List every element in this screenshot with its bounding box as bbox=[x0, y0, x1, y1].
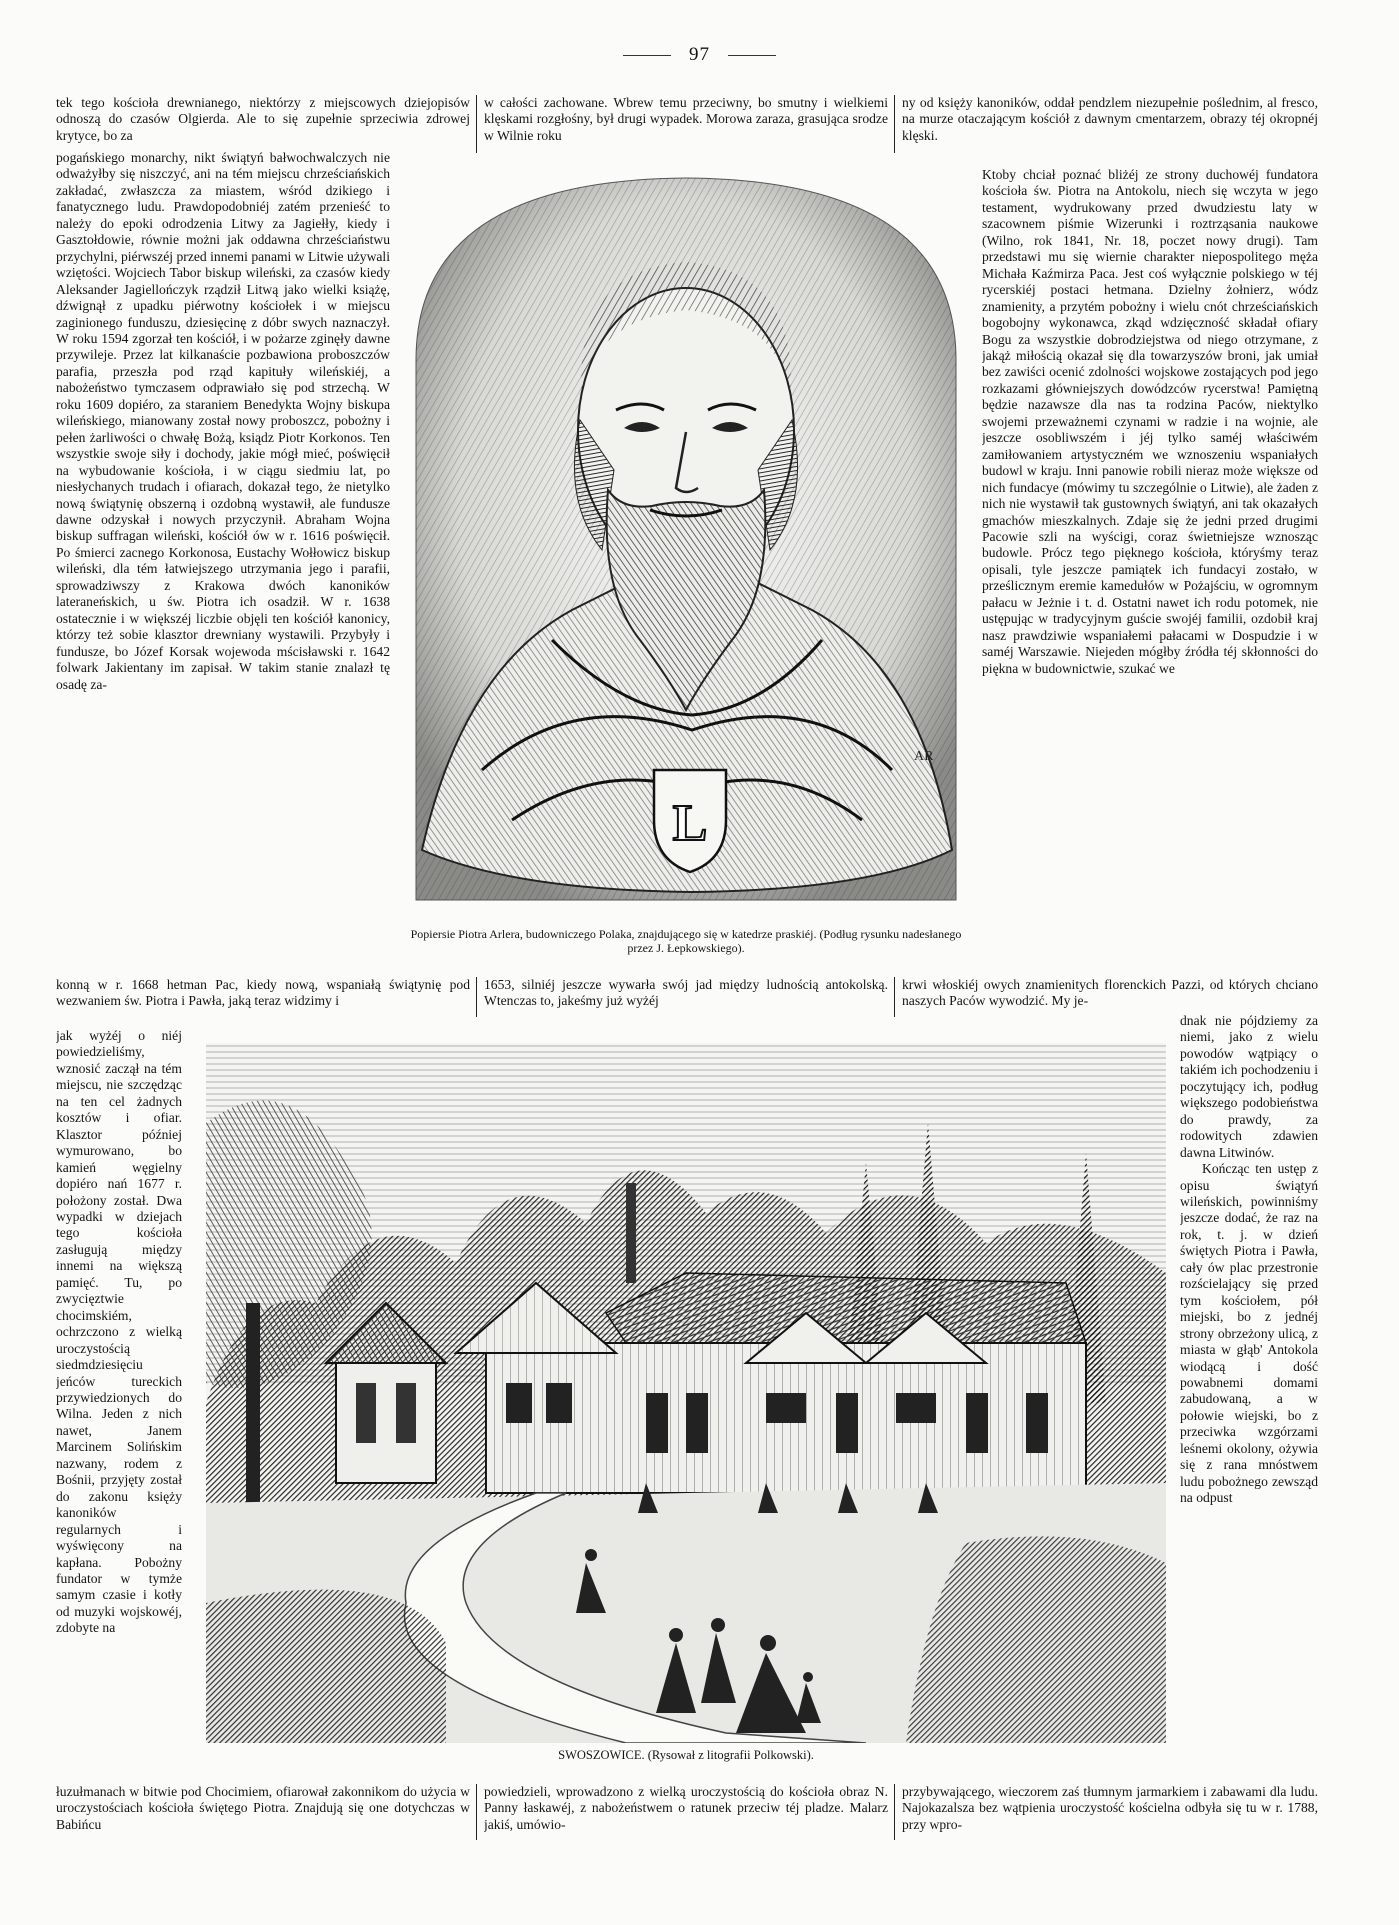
portrait-engraving bbox=[402, 170, 970, 916]
portrait-caption: Popiersie Piotra Arlera, budowniczego Polaka, znajdującego się w katedrze praskiéj. (Podług rysunku nadesłanego przez J. Łepkowskiego). bbox=[410, 927, 962, 955]
page-number: 97 bbox=[0, 44, 1399, 66]
column-rule bbox=[894, 1784, 895, 1840]
top-middle-text: w całości zachowane. Wbrew temu przeciwny, bo smutny i wielkiemi klęskami rozgłośny, był drugi wypadek. Morowa zaraza, grasująca srodze w Wilnie roku bbox=[484, 95, 888, 143]
bottom-middle-text: powiedzieli, wprowadzono z wielką uroczystością do kościoła obraz N. Panny łaskawéj, z nabożeństwem o ratunek przeciw téj pladze. Malarz jakiś, umówio- bbox=[484, 1784, 888, 1832]
chimney bbox=[626, 1183, 636, 1283]
left-column-text: pogańskiego monarchy, nikt świątyń bałwochwalczych nie odważyłby się niszczyć, ani na tém miejscu chrześciańskich zakładać, zwłaszcza za miastem, wśród dzikiego i fanatycznego ludu. Prawdopodobniéj zatém przenieść to należy do epoki odrodzenia Litwy za Jagiełły, kiedy i Gasztołdowie, równie możni jak oddawna chrześciaństwu przychylni, piérwszéj przed innemi panami w Litwie używali wziętości. Wojciech Tabor biskup wileński, za czasów kiedy Aleksander Jagiellończyk rządził Litwą jako wielki książę, dźwignął z upadku piérwotny kościołek i w miejscu zaginionego funduszu, dziesięcinę z dóbr swych naznaczył. W roku 1594 zgorzał ten kościół, i w pożarze zginęły dawne przywileje. Przez lat kilkanaście pozbawiona proboszczów parafia, przeszła pod rząd kapituły wileńskiéj, a nabożeństwo tymczasem odprawiało się pod strzechą. W roku 1609 dopiéro, za staraniem Benedykta Wojny biskupa wileńskiego, mianowany został nowy proboszcz, pobożny i pełen żarliwości o chwałę Bożą, ksiądz Piotr Korkonos. Ten wszystkie swoje siły i dochody, jakie mógł mieć, poświęcił na wybudowanie kościoła, i w ciągu siedmiu lat, po niesłychanych trudach i ofiarach, dokazał tego, że nietylko nową świątynię obszerną i ozdobną wystawił, ale fundusze dawne odzyskał i nowych przyczynił. Abraham Wojna biskup suffragan wileński, kościół ów w r. 1616 poświęcił. Po śmierci zacnego Korkonosa, Eustachy Wołłowicz biskup wileński, dla tém łatwiejszego utrzymania jego i parafii, sprowadziwszy z Krakowa dwóch kanoników lateraneńskich, u św. Piotra ich osadził. W r. 1638 ostatecznie i w większéj liczbie objęli ten kościół kanonicy, którzy też sobie klasztor drewniany wystawili. Przybyły i fundusze, bo Józef Korsak wojewoda mścisławski r. 1642 folwark Jakientany im zapisał. W takim stanie znalazł tę osadę za- bbox=[56, 150, 390, 692]
top-right-text: ny od księży kanoników, oddał pendzlem niezupełnie poślednim, al fresco, na murze otaczającym kościół z dawnym cmentarzem, obrazy téj okropnéj klęski. bbox=[902, 95, 1318, 143]
column-rule bbox=[894, 977, 895, 1017]
column-rule bbox=[476, 977, 477, 1017]
left-narrow-column-text: jak wyżéj o niéj powiedzieliśmy, wznosić zaczął na tém miejscu, nie szczędząc na ten cel żadnych kosztów i ofiar. Klasztor później wymurowano, bo kamień węgielny dopiéro nań 1677 r. położony został. Dwa wypadki w dziejach tego kościoła zasługują między innemi na większą pamięć. Tu, po zwycięztwie chocimskiém, ochrzczono z wielką uroczystością siedmdziesięciu jeńców tureckich przywiedzionych do Wilna. Jeden z nich nawet, Janem Marcinem Solińskim nazwany, rodem z Bośnii, przyjęty został do zakonu księży kanoników regularnych i wyświęcony na kapłana. Pobożny fundator w tymże samym czasie i kotły od muzyki wojskowéj, zdobyte na bbox=[56, 1028, 182, 1636]
top-left-text: tek tego kościoła drewnianego, niektórzy z miejscowych dziejopisów odnoszą do czasów Olgierda. Ale to się zupełnie sprzeciwia zdrowej krytyce, bo za bbox=[56, 95, 470, 143]
column-rule bbox=[476, 1784, 477, 1840]
middle-band-right-text: krwi włoskiéj owych znamienitych florenckich Pazzi, od których chciano naszych Paców wywodzić. My je- bbox=[902, 977, 1318, 1009]
right-narrow-column-text: dnak nie pójdziemy za niemi, jako z wielu powodów wątpiący o takiém ich pochodzeniu i poczytujący ich, podług większego podobieństwa do prawdy, za rodowitych zdawien dawna Litwinów. Kończąc ten ustęp z opisu świątyń wileńskich, powinniśmy jeszcze dodać, że raz na rok, t. j. w dzień świętych Piotra i Pawła, cały ów plac przestronie rozścielający się przed tym kościołem, pół miejski, bo z jednéj strony obrzeżony ulicą, z miasta w głąb' Antokola wiodącą i dość powabnemi domami zabudowaną, a w połowie wiejski, bo z przeciwka wzgórzami leśnemi okolony, ożywia się z rana mnóstwem ludu pobożnego zewsząd na odpust bbox=[1180, 1013, 1318, 1506]
artist-monogram: AR bbox=[914, 749, 934, 764]
bottom-left-text: łuzułmanach w bitwie pod Chocimiem, ofiarował zakonnikom do użycia w uroczystościach kościoła świętego Piotra. Znajdują się one dotychczas w Babińcu bbox=[56, 1784, 470, 1832]
middle-band-left-text: konną w r. 1668 hetman Pac, kiedy nową, wspaniałą świątynię pod wezwaniem św. Piotra i Pawła, jaką teraz widzimy i bbox=[56, 977, 470, 1009]
spa-building bbox=[456, 1273, 1086, 1493]
right-column-text: Ktoby chciał poznać bliżéj ze strony duchowéj fundatora kościoła św. Piotra na Antokolu, niech się wczyta w jego testament, wydrukowany przed dwudziestu laty w szacownem piśmie Wizerunki i roztrząsania naukowe (Wilno, rok 1841, Nr. 18, poczet nowy drugi). Tam przedstawi mu się wiernie charakter niepospolitego męża Michała Kaźmirza Paca. Jest coś wyłącznie polskiego w téj rycerskiéj postaci hetmana. Dzielny żołnierz, wódz znamienity, a przytém pobożny i wielu cnót chrześciańskich bogobojny wykonawca, zkąd wdzięczność składał ofiary Bogu za wszystkie dobrodziejstwa od niego otrzymane, z jakąż miłością okazał się dla towarzyszów broni, jak umiał bez zawiści ocenić zdolności wojskowe zostających pod jego rozkazami główniejszych dowódzców rycerstwa! Pamiętną będzie nazawsze dla nas ta rodzina Paców, niektylko swojemi przeważnemi czynami w radzie i na wojnie, ale jeszcze osobliwszém i jéj tylko saméj właściwém zamiłowaniem artystyczném we wznoszeniu wspaniałych budowl w kraju. Inni panowie robili nieraz może większe od nich fundacye (mówimy tu szczególnie o Litwie), ale żaden z nich nie wystawił tak gustownych świątyń, ani tak okazałych gmachów mieszkalnych. Zdaje się że jedni przed drugimi Pacowie szli na wyścigi, coraz świetniejsze wznosząc budowle. Prócz tego pięknego kościoła, któryśmy teraz opisali, tyle jeszcze pamiątek ich fundacyi zostało, w prześlicznym eremie kamedułów w Pożajściu, w ogromnym pałacu w Jeżnie i t. d. Ostatni nawet ich rodu potomek, nie ustępując w tradycyjnym guście swojéj familii, ozdobił kraj nasz prawdziwie wspaniałemi pałacami w Dospudzie i w saméj Warszawie. Niejeden mógłby źródła téj skłonności do piękna w budownictwie, szukać we bbox=[982, 167, 1318, 676]
illustration-caption: SWOSZOWICE. (Rysował z litografii Polkowski). bbox=[558, 1748, 814, 1762]
column-rule bbox=[894, 95, 895, 153]
shield-letter: L bbox=[672, 795, 708, 852]
bottom-right-text: przybywającego, wieczorem zaś tłumnym jarmarkiem i zabawami dla ludu. Najokazalsza bez wątpienia uroczystość kościelna odbyła się tu w r. 1788, przy wpro- bbox=[902, 1784, 1318, 1832]
swoszowice-engraving bbox=[206, 1043, 1166, 1743]
middle-band-center-text: 1653, silniéj jeszcze wywarła swój jad między ludnością antokolską. Wtenczas to, jakeśmy już wyżéj bbox=[484, 977, 888, 1009]
column-rule bbox=[476, 95, 477, 153]
